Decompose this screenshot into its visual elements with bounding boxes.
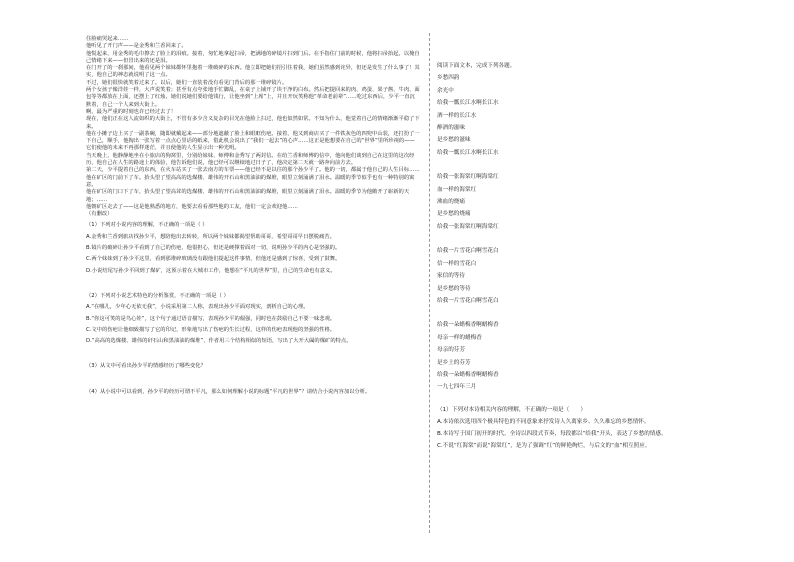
question-1: [86, 222, 420, 274]
poem-line: 给我一片雪花白啊雪花白: [437, 297, 499, 304]
poem-stanza: [437, 245, 727, 307]
option-c[interactable]: C.两个妹妹到了孙少平这里，看到那堆碎玻璃没有跟他们提起这件事情，但他还是感到了惊喜，受到了鼓舞。: [86, 256, 341, 263]
option-c[interactable]: C.不说“红海棠”而说“海棠红”，是为了强调“红”的鲜艳绚烂，与后文的“血”相互照应。: [437, 442, 651, 449]
poem-line: 给我一朵蜡梅香啊蜡梅香: [437, 322, 499, 329]
poem-question-1: [437, 406, 727, 450]
poem-line: 给我一张海棠红啊海棠红: [437, 223, 499, 230]
option-d[interactable]: D.小说结尾写孙少平回到了煤矿，这预示着在大城市工作，他想在“平凡的世界”里，自己的生命也有意义。: [86, 267, 336, 274]
reading-instruction: 阅读下面文本，完成下列各题。: [437, 63, 516, 69]
option-a[interactable]: A.本诗依次选用四个极具特色的不同意象来抒发诗人久离家乡、久久难忘的乡愁情怀。: [437, 418, 650, 425]
passage-paragraph: 在门开了的一刹那间，他看见两个妹妹都怀里抱着一堆破碎的东西。他立即把她们招引住着我，她们虽然感到诧异，但还是发生了什么事了！其实，他自己的神态就说明了这一点。: [86, 65, 420, 79]
option-b[interactable]: B.“你这可笑的是鸟心娃”，这个句子通过语音描写，表现孙少平的倔强，同时也在鼓励自己不要一味悲观。: [86, 315, 336, 322]
poem-line: 沸血的烧痛: [437, 199, 465, 206]
column-divider: [429, 33, 430, 533]
passage-paragraph: 两个女孩子像洋娃一样，大声说笑着；甚至有点夸张地手忙脚乱，在桌子上铺开了块干净的白布。然后把提回来的肉、鸡蛋、果子酱、牛肉、面包等等都放在上面，还摆上了红烛，她们说她们要给他饯行，让他坐到“上席”上，并且开玩笑称他“革命老前辈”……吃过东西后，少平一直沉默着，自己一个人来到大街上。: [86, 87, 420, 108]
poem-line: 家信的等待: [437, 273, 465, 280]
option-b[interactable]: B.本诗写于国门初开的时代，全诗以四段式节奏，每段都以“给我”开头，表达了乡愁的情感。: [437, 430, 667, 437]
passage-paragraph: 他朝矿区走去了——这是他熟悉的地方，他要去看看那些他的工友，他们一定会欢迎他……: [86, 203, 298, 210]
poem-line: 给我一瓢长江水啊长江水: [437, 100, 499, 107]
poem-stanza: [437, 171, 727, 233]
poem-line: 血一样的海棠红: [437, 186, 477, 193]
passage-paragraph: 他在矿区的门前下了车。抬头望了望高高的选煤楼、雄伟的开石山和黑油油的煤堆，眼里立刻涌满了泪水。温暖的季节似乎也有一种特别的寓意。: [86, 174, 415, 188]
reading-passage: [86, 36, 420, 218]
poem-date: 一九七四年三月: [437, 384, 477, 391]
poem-line: 是乡土的芬芳: [437, 359, 471, 366]
poem-title: 乡愁四韵: [437, 75, 460, 82]
poem-line: 给我一片雪花白啊雪花白: [437, 248, 499, 255]
poem-line: 是乡愁的等待: [437, 285, 471, 292]
poem-line: 给我一瓢长江水啊长江水: [437, 149, 499, 156]
poem-line: 母亲一样的蜡梅香: [437, 334, 482, 341]
poem-stanza: [437, 319, 727, 381]
passage-paragraph: 现在，他们正在这人流如织的大街上，不管有多少含义复杂的目光在他脸上扫过，他也似然如常。不知为什么，他觉着自己的情绪渐渐平稳了下来。: [86, 116, 420, 130]
passage-paragraph: 第二天，少平提着自己的东西，在火车站买了一张去南方的车票——他已经不是以往的那个孙少平了。他的一切，都属于他自己的人生目标……: [86, 167, 420, 174]
option-a[interactable]: A.“在哪儿，少年心无依无我”，小说采用第二人称，表现出孙少平面对现实，剖析自己的心理。: [86, 304, 309, 311]
poem-stanza: [437, 97, 727, 159]
question-stem: （1）下列对本诗相关内容的理解，不正确的一项是（ ）: [437, 406, 586, 413]
question-stem: （1）下列对小说内容的理解，不正确的一项是（ ）: [86, 222, 208, 229]
right-column: [437, 60, 727, 450]
poem-line: 信一样的雪花白: [437, 260, 477, 267]
poem-line: 母亲的芬芳: [437, 347, 465, 354]
question-2: [86, 293, 420, 345]
poem-line: 酒一样的长江水: [437, 112, 477, 119]
passage-source: （有删改）: [86, 211, 113, 218]
passage-paragraph: 不过，她们很快就笑着过来了。以后，她们一直装着没有看见门背后的那一堆碎镜片。: [86, 79, 288, 86]
option-c[interactable]: C.文中的伤疤让他细致描写了它的印记，形象地写出了伤疤的生长过程，这样的伤疤表现他的坚强的性格。: [86, 326, 336, 333]
poem-line: 是乡愁的滋味: [437, 137, 471, 144]
option-b[interactable]: B.镜片的破碎让孙少平看到了自己的伤疤，他很担心，但还是硬撑着面对一切，说明孙少平的内心是坚强的。: [86, 245, 341, 252]
poem-author: 余光中: [437, 87, 454, 94]
option-a[interactable]: A.金秀和兰香到旅店找孙少平，想陪他出去转转，所以两个妹妹都渴望帮助哥哥，希望哥哥早日摆脱痛苦。: [86, 233, 335, 240]
passage-paragraph: 他慌起来，用金秀的毛巾擦去了脸上的泪痕。接着，匆忙地拿起扫帚，把满地的碎镜片扫到门后。在手指住门前的时候，他将扫帚抬起，以掩自己情绪下来——但冒出来的还是泪。: [86, 50, 420, 64]
passage-paragraph: 他在小摊子边上买了一副茶碗，随即就戴起来——部分地遮蔽了脸上和眼眶伤疤。接着，他又到商店买了一件铁灰色的四兜中山装，还打扮了一下自己，顺手，他掏出一张写着一点点心里话的纸来，借此机会说出了“我们一起去”的心声……这正是他想要在自己的“世界”里所珍视的——它们使他的未来不再那样迷茫，并且使他的人生显示出一种光明。: [86, 130, 420, 152]
question-4: （4）从小说中可以看到，孙少平的经历可谓不平凡，那么如何理解小说的标题“平凡的世界”？请结合小说内容加以分析。: [86, 388, 371, 395]
poem-line: 给我一张海棠红啊海棠红: [437, 174, 499, 181]
passage-paragraph: 啊，最为严重的时刻也许已经过去了！: [86, 108, 177, 115]
poem-line: 是乡愁的烧痛: [437, 211, 471, 218]
passage-paragraph: 当天晚上，他静静地坐在小旅店的狗窝里，分别给妹妹、师傅和金秀写了两封信。在给兰香和师傅的信中，他向他们谈到自己在这里的这次经历，他自己在人生的路途上的体验，他告诉他们说，他已经可以继续地过日子了，他决定第二天就一路奔向前方去。: [86, 152, 415, 167]
option-d[interactable]: D.“高高的选煤楼、雄伟的矸石山和黑油油的煤堆”，作者用三个结构相似的短语，写出了大开大阖的煤矿的特点。: [86, 338, 352, 345]
passage-paragraph: 他听见了开门声——是金秀和兰香回来了。: [86, 43, 187, 50]
poem-line: 给我一朵蜡梅香啊蜡梅香: [437, 371, 499, 378]
left-column: [86, 36, 420, 396]
question-stem: （2）下列对小说艺术特色的分析鉴赏，不正确的一项是（ ）: [86, 292, 229, 299]
poem-line: 醉酒的滋味: [437, 125, 465, 132]
passage-paragraph: 住脸痛哭起来……: [86, 36, 129, 42]
passage-paragraph: 他在矿区的门口下了车，抬头望了望高耸的选煤楼、雄伟的开石山和黑油油的煤堆，眼里立刻涌满了泪水。温暖的季节为他敞开了崭新的天地；……: [86, 189, 410, 203]
question-3: （3）从文中可看出孙少平的情感经历了哪些变化？: [86, 363, 206, 370]
